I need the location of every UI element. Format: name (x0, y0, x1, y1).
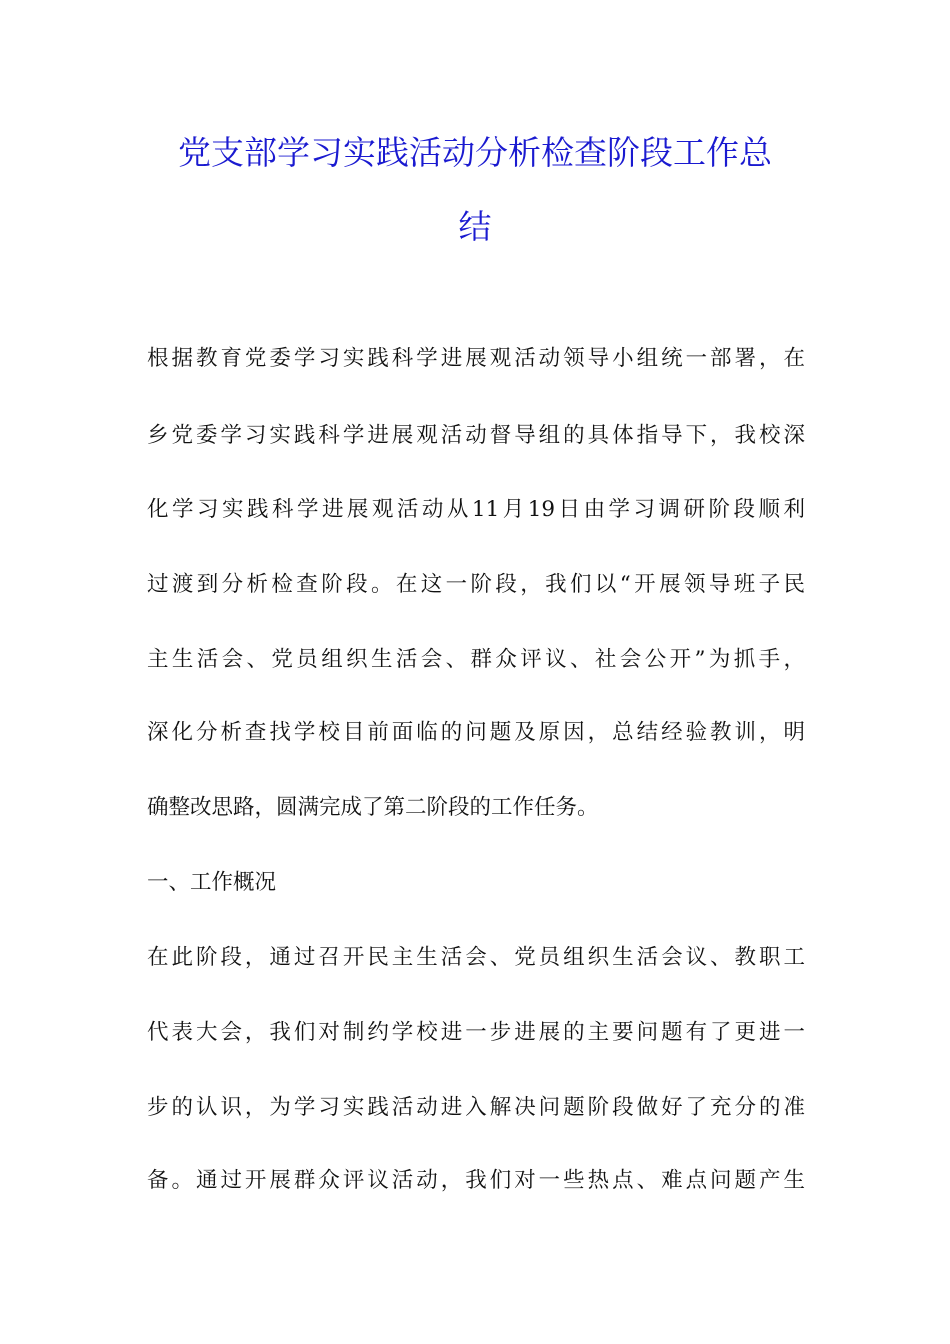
body-line-4: 过渡到分析检查阶段。在这一阶段，我们以“开展领导班子民 (147, 572, 805, 597)
body-line-10: 代表大会，我们对制约学校进一步进展的主要问题有了更进一 (147, 1020, 805, 1045)
body-line-1: 根据教育党委学习实践科学进展观活动领导小组统一部署，在 (147, 346, 805, 371)
document-title-line-1: 党支部学习实践活动分析检查阶段工作总 (178, 133, 772, 172)
document-title-line-2: 结 (458, 207, 492, 246)
body-line-12: 备。通过开展群众评议活动，我们对一些热点、难点问题产生 (147, 1168, 805, 1193)
body-line-5: 主生活会、党员组织生活会、群众评议、社会公开”为抓手， (147, 647, 805, 672)
body-line-9: 在此阶段，通过召开民主生活会、党员组织生活会议、教职工 (147, 945, 805, 970)
body-line-11: 步的认识，为学习实践活动进入解决问题阶段做好了充分的准 (147, 1095, 805, 1120)
body-line-3: 化学习实践科学进展观活动从11月19日由学习调研阶段顺利 (147, 497, 805, 522)
section-heading: 一、工作概况 (147, 870, 277, 895)
body-line-2: 乡党委学习实践科学进展观活动督导组的具体指导下，我校深 (147, 423, 805, 448)
body-line-7: 确整改思路，圆满完成了第二阶段的工作任务。 (147, 795, 599, 820)
body-line-6: 深化分析查找学校目前面临的问题及原因，总结经验教训，明 (147, 720, 805, 745)
